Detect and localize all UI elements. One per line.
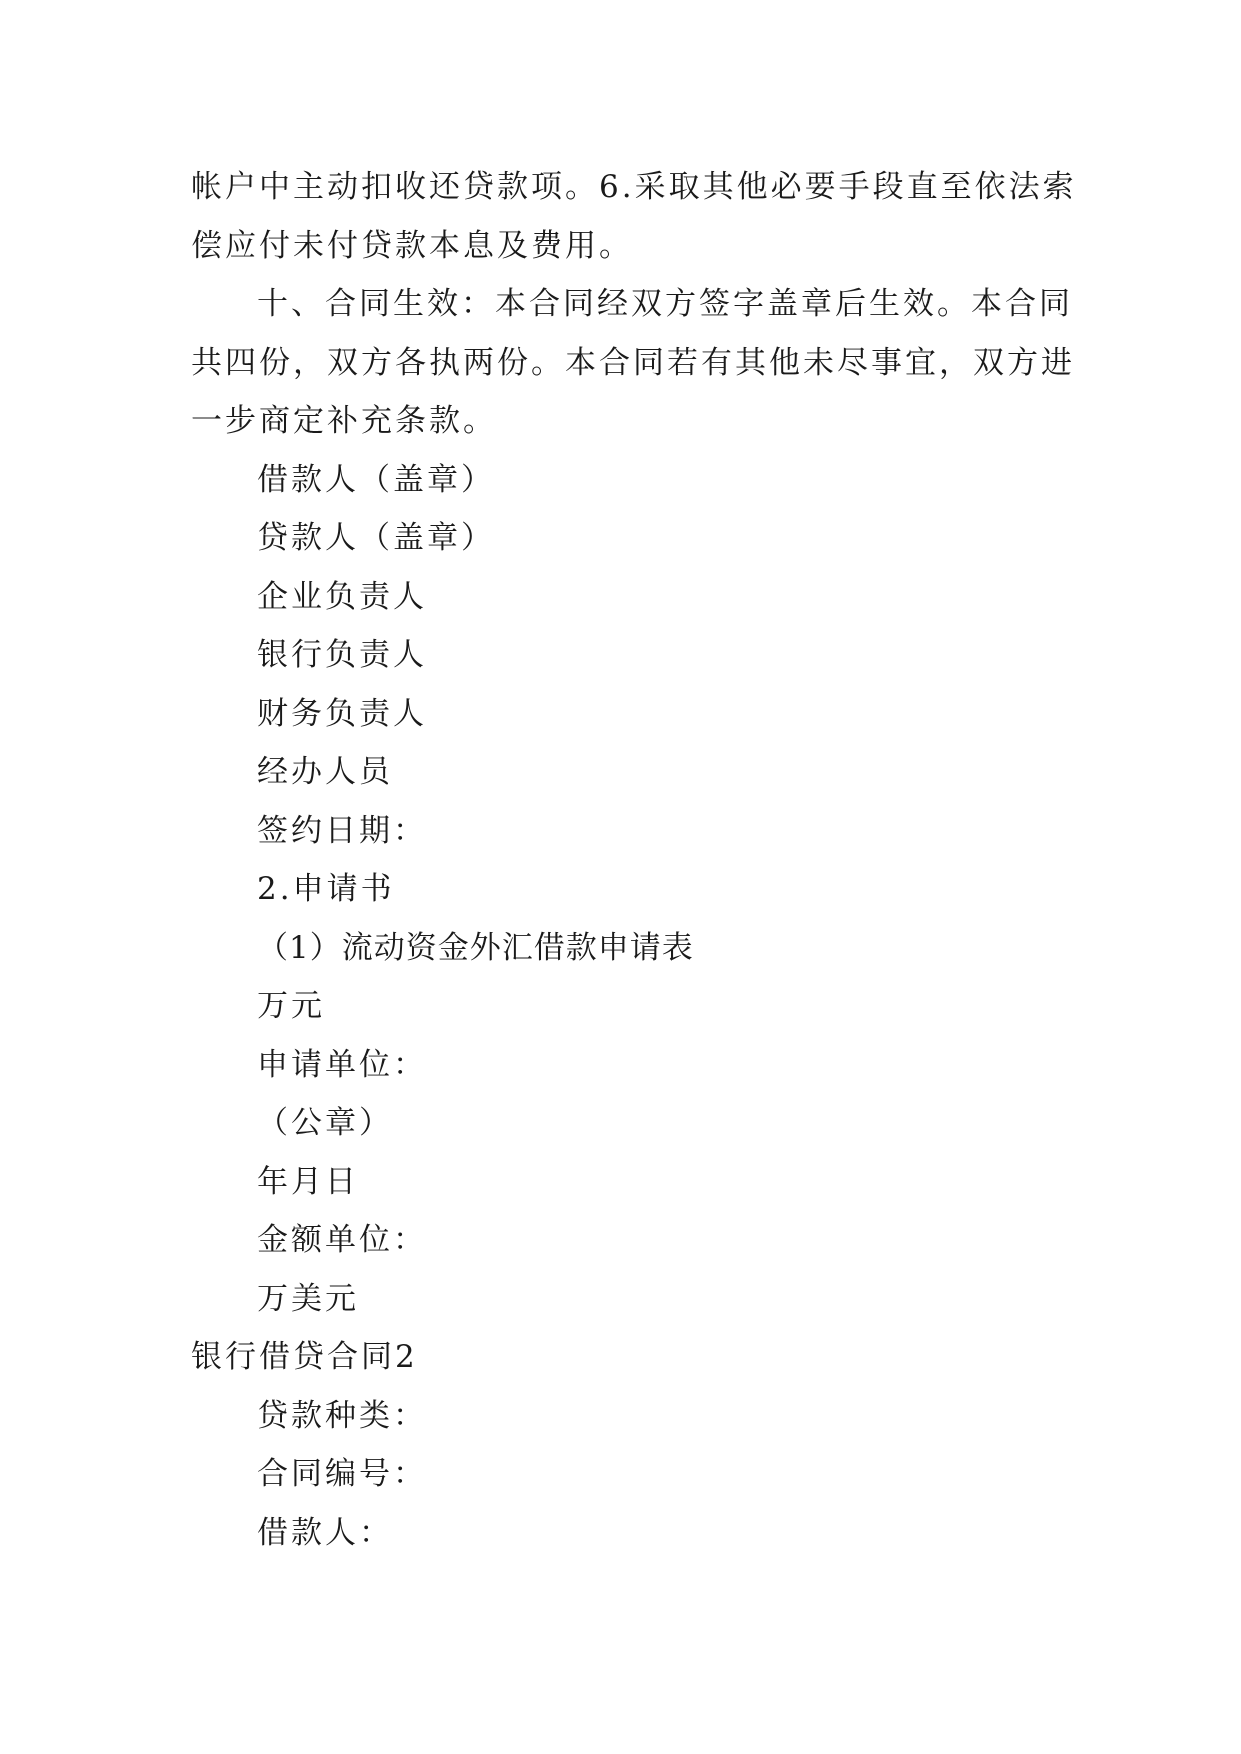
applicant-label: 申请单位： (257, 1046, 427, 1083)
paragraph-line: 共四份，双方各执两份。本合同若有其他未尽事宜，双方进 (191, 344, 1075, 381)
enterprise-head-label: 企业负责人 (257, 578, 427, 615)
handler-label: 经办人员 (257, 754, 393, 790)
signing-date-label: 签约日期： (257, 812, 427, 849)
paragraph-line: 偿应付未付贷款本息及费用。 (191, 227, 633, 264)
date-label: 年月日 (257, 1163, 359, 1200)
form-title: （1）流动资金外汇借款申请表 (257, 929, 694, 966)
official-seal-label: （公章） (257, 1105, 393, 1141)
document-title: 银行借贷合同2 (191, 1339, 418, 1375)
clause-ten-line: 十、合同生效：本合同经双方签字盖章后生效。本合同 (257, 286, 1073, 322)
bank-head-label: 银行负责人 (257, 637, 427, 673)
loan-type-label: 贷款种类： (257, 1397, 427, 1434)
document-body (191, 158, 1077, 1562)
finance-head-label: 财务负责人 (257, 695, 427, 732)
amount-unit-label: 金额单位： (257, 1222, 427, 1258)
paragraph-line: 帐户中主动扣收还贷款项。6.采取其他必要手段直至依法索 (191, 169, 1077, 205)
borrower-seal-label: 借款人（盖章） (257, 461, 495, 498)
contract-number-label: 合同编号： (257, 1456, 427, 1492)
currency-unit-label: 万美元 (257, 1280, 359, 1317)
borrower-label: 借款人： (257, 1514, 393, 1551)
unit-label: 万元 (257, 988, 325, 1024)
lender-seal-label: 贷款人（盖章） (257, 520, 495, 556)
section-heading: 2.申请书 (257, 871, 395, 907)
paragraph-line: 一步商定补充条款。 (191, 403, 497, 439)
